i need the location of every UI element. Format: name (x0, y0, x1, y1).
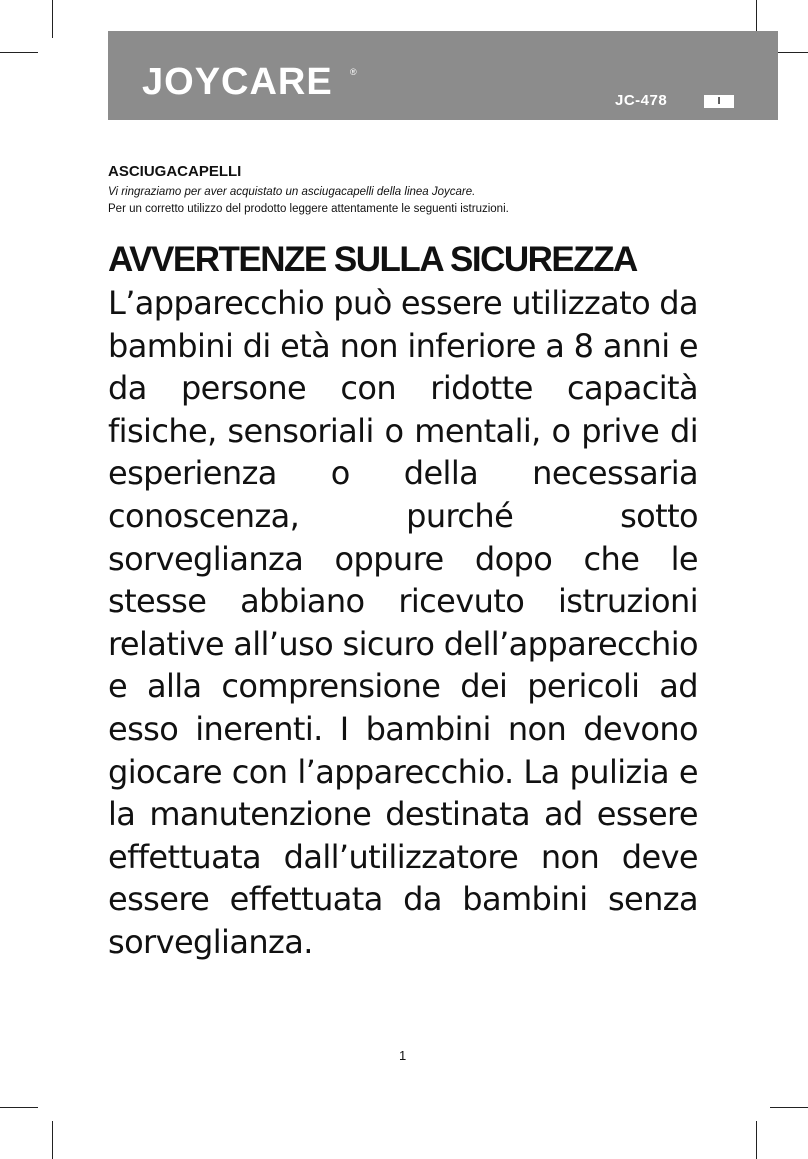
crop-mark (0, 1107, 38, 1108)
page-number: 1 (399, 1048, 407, 1063)
language-badge: I (704, 95, 734, 108)
crop-mark (770, 1107, 808, 1108)
safety-body: L’apparecchio può essere utilizzato da bambini di età non inferiore a 8 anni e da persone con ridotte capacità fisiche, sensoriali o mentali, o prive di esperienza o della necessaria conoscenza, purché sotto sorveglianza oppure dopo che le stesse abbiano ricevuto istruzioni relative all’uso sicuro dell’apparecchio e alla comprensione dei pericoli ad esso inerenti. I bambini non devono giocare con l’apparecchio. La pulizia e la manutenzione destinata ad essere effettuata dall’utilizzatore non deve essere effettuata da bambini senza sorveglianza. (108, 284, 698, 961)
crop-mark (52, 0, 53, 38)
product-name: ASCIUGACAPELLI (108, 163, 242, 180)
registered-mark: ® (350, 67, 357, 77)
crop-mark (756, 1121, 757, 1159)
crop-mark (52, 1121, 53, 1159)
brand-logo: JOYCARE (142, 61, 333, 103)
intro-thanks: Vi ringraziamo per aver acquistato un asciugacapelli della linea Joycare. (108, 186, 476, 198)
crop-mark (0, 52, 38, 53)
intro-instruction: Per un corretto utilizzo del prodotto leggere attentamente le seguenti istruzioni. (108, 203, 509, 215)
section-title: AVVERTENZE SULLA SICUREZZA (108, 240, 637, 279)
model-number: JC-478 (615, 92, 668, 109)
intro-text (108, 184, 708, 218)
